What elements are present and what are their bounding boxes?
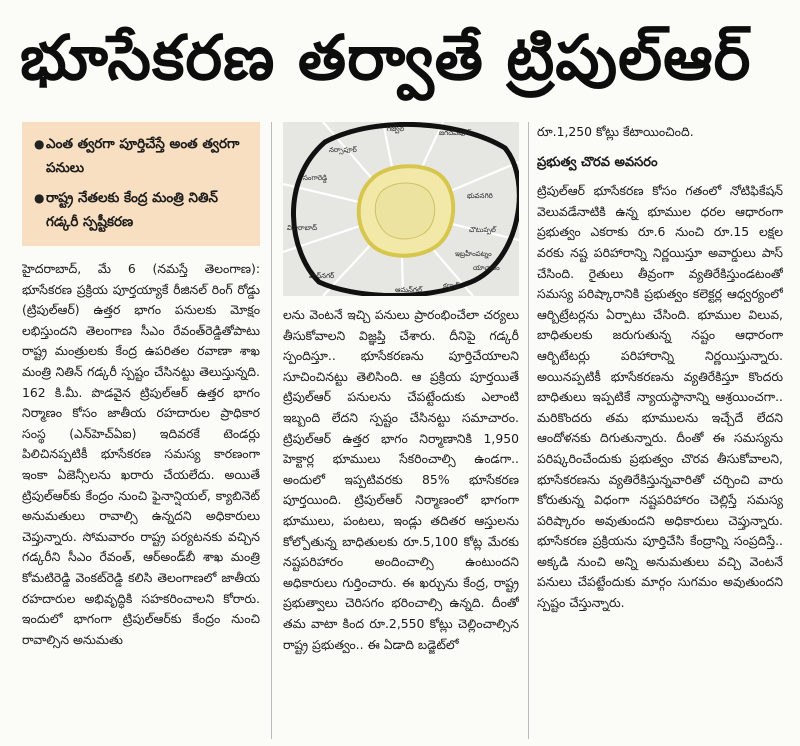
subheading: ప్రభుత్వ చొరవ అవసరం (537, 154, 658, 170)
map-label: కడ్తాల్‌ (443, 282, 459, 290)
map-label: నర్సాపూర్‌ (329, 146, 357, 154)
article-column-1 (22, 259, 260, 739)
map-label: వికారాబాద్‌ (287, 224, 318, 232)
map-label: ఆమన్‌గల్‌ (395, 286, 422, 294)
map-label: షాద్‌నగర్‌ (309, 272, 335, 280)
rrr-map (283, 122, 519, 296)
city-core-icon (375, 183, 434, 239)
map-label: సంగారెడ్డి (303, 174, 328, 182)
article-text: భూసేకరణ ప్రక్రియ పూర్తయ్యాకే రీజినల్‌ రింగ్‌ రోడ్డు (ట్రిపుల్‌ఆర్‌) ఉత్తర భాగం పనులకు మోక్షం లభిస్తుందని తెలంగాణ సీఎం రేవంత్‌రెడ్డితోపాటు రాష్ట్ర మంత్రులకు కేంద్ర ఉపరితల రవాణా శాఖ మంత్రి నితిన్‌ గడ్కరీ స్పష్టం చేసినట్టు తెలుస్తున్నది. 162 కి.మీ. పొడవైన ట్రిపుల్‌ఆర్‌ ఉత్తర భాగం నిర్మాణం కోసం జాతీయ రహదారుల ప్రాధికార సంస్థ (ఎన్‌హెచ్‌ఏఐ) ఇదివరకే టెండర్లు పిలిచినప్పటికీ భూసేకరణ సమస్య కారణంగా ఇంకా ఏజెన్సీలను ఖరారు చేయలేదు. అయితే ట్రిపుల్‌ఆర్‌కు కేంద్రం నుంచి ఫైనాన్షియల్‌, క్యాబినెట్‌ అనుమతులు రావాల్సి ఉన్నదని అధికారులు చెప్తున్నారు. సోమవారం రాష్ట్ర పర్యటనకు వచ్చిన గడ్కరీని సీఎం రేవంత్‌, ఆర్‌అండ్‌బీ శాఖ మంత్రి కోమటిరెడ్డి వెంకట్‌రెడ్డి కలిసి తెలంగాణలో జాతీయ రహదారుల అభివృద్ధికి సహకరించాలని కోరారు. ఇందులో భాగంగా ట్రిపుల్‌ఆర్‌కు కేంద్రం నుంచి రావాల్సిన అనుమతు (22, 281, 260, 647)
map-label: గజ్వేల్‌ (387, 125, 405, 133)
highlight-box (22, 122, 260, 246)
dateline: హైదరాబాద్‌, మే 6 (నమస్తే తెలంగాణ): (22, 261, 260, 276)
column-divider (528, 122, 529, 739)
highlight-text: ఎంత త్వరగా పూర్తిచేస్తే అంత త్వరగా పనులు (46, 136, 240, 176)
highlight-point (34, 186, 254, 234)
article-text: రూ.1,250 కోట్లు కేటాయించింది. (537, 124, 694, 139)
article-column-3 (537, 122, 783, 739)
column-divider (271, 122, 272, 739)
map-label: భువనగిరి (467, 192, 493, 200)
highlight-point (34, 132, 254, 180)
article-column-2 (283, 305, 519, 739)
bullet-icon: ● (34, 191, 45, 205)
article-text: లను వెంటనే ఇచ్చి పనులు ప్రారంభించేలా చర్యలు తీసుకోవాలని విజ్ఞప్తి చేశారు. దీనిపై గడ్కరీ స్పందిస్తూ.. భూసేకరణను పూర్తిచేయాలని సూచించినట్టు తెలిసింది. ఆ ప్రక్రియ పూర్తయితే ట్రిపుల్‌ఆర్‌ పనులను చేపట్టేందుకు ఎలాంటి ఇబ్బంది లేదని స్పష్టం చేసినట్టు సమాచారం. ట్రిపుల్‌ఆర్‌ ఉత్తర భాగం నిర్మాణానికి 1,950 హెక్టార్ల భూములు సేకరించాల్సి ఉండగా.. అందులో ఇప్పటివరకు 85% భూసేకరణ పూర్తయింది. ట్రిపుల్‌ఆర్‌ నిర్మాణంలో భాగంగా భూములు, పంటలు, ఇండ్లు తదితర ఆస్తులను కోల్పోతున్న బాధితులకు రూ.5,100 కోట్ల మేరకు నష్టపరిహారం అందించాల్సి ఉంటుందని అధికారులు గుర్తించారు. ఈ ఖర్చును కేంద్ర, రాష్ట్ర ప్రభుత్వాలు చెరిసగం భరించాల్సి ఉన్నది. దీంతో తమ వాటా కింద రూ.2,550 కోట్లు చెల్లించాల్సిన రాష్ట్ర ప్రభుత్వం.. ఈ ఏడాది బడ్జెట్‌లో (283, 307, 519, 652)
headline: భూసేకరణ తర్వాతే ట్రిపుల్‌ఆర్‌ (20, 21, 752, 94)
bullet-icon: ● (34, 137, 45, 151)
map-label: చౌటుప్పల్‌ (469, 226, 496, 234)
highlight-text: రాష్ట్ర నేతలకు కేంద్ర మంత్రి నితిన్‌ గడ్కరీ స్పష్టీకరణ (46, 190, 219, 230)
article-text: ట్రిపుల్‌ఆర్‌ భూసేకరణ కోసం గతంలో నోటిఫికేషన్‌ వెలువడేనాటికి ఉన్న భూముల ధరల ఆధారంగా ప్రభుత్వం ఎకరాకు రూ.6 నుంచి రూ.15 లక్షల వరకు నష్ట పరిహారాన్ని నిర్ణయిస్తూ అవార్డులు పాస్‌ చేసింది. రైతులు తీవ్రంగా వ్యతిరేకిస్తుండటంతో సమస్య పరిష్కారానికి ప్రభుత్వం కలెక్టర్ల ఆధ్వర్యంలో ఆర్బిట్రేటర్లను ఏర్పాటు చేసింది. భూముల విలువ, బాధితులకు జరుగుతున్న నష్టం ఆధారంగా ఆర్బిటేటర్లు పరిహారాన్ని నిర్ణయిస్తున్నారు. అయినప్పటికీ భూసేకరణను వ్యతిరేకిస్తూ కొందరు బాధితులు ఇప్పటికే న్యాయస్థానాన్ని ఆశ్రయించగా.. మరికొందరు తమ భూములను ఇచ్చేదే లేదని ఆందోళనకు దిగుతున్నారు. దీంతో ఈ సమస్యను పరిష్కరించేందుకు ప్రభుత్వం చొరవ తీసుకోవాలని, భూసేకరణను వ్యతిరేకిస్తున్నవారితో చర్చించి వారు కోరుతున్న విధంగా నష్టపరిహారం చెల్లిస్తే సమస్య పరిష్కారం అవుతుందని అధికారులు చెప్తున్నారు. భూసేకరణ ప్రక్రియను పూర్తిచేసి కేంద్రాన్ని సంప్రదిస్తే.. అక్కడి నుంచి అన్ని అనుమతులు వచ్చి వెంటనే పనులు చేపట్టేందుకు మార్గం సుగమం అవుతుందని స్పష్టం చేస్తున్నారు. (537, 183, 783, 611)
map-label: ఇబ్రహీంపట్నం (455, 250, 492, 258)
map-label: జగదేవ్‌పూర్‌ (439, 129, 472, 137)
map-label: యాచారం (473, 264, 500, 272)
